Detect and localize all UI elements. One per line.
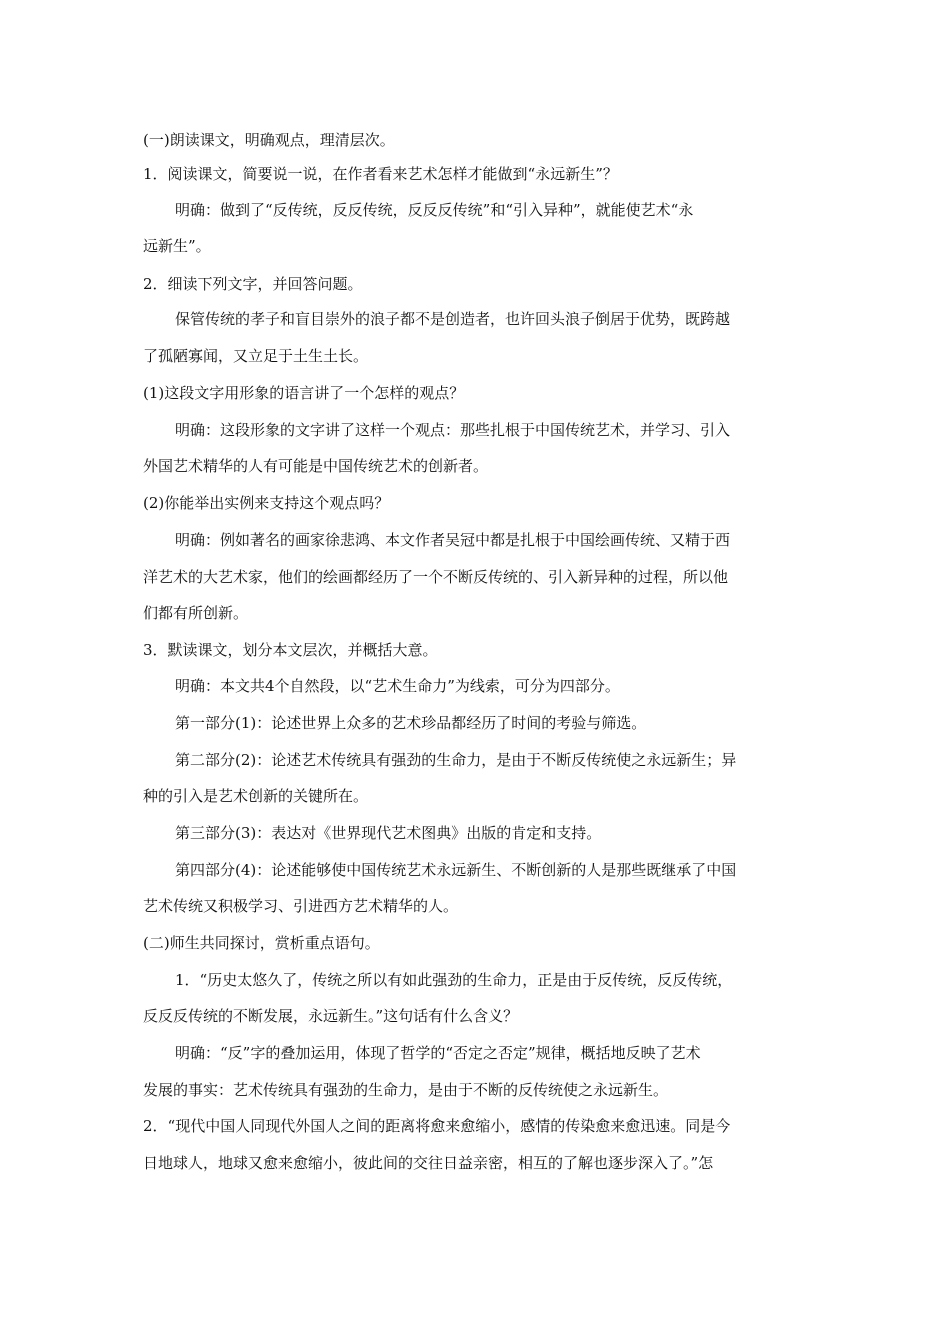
part-summary: 第二部分(2)：论述艺术传统具有强劲的生命力，是由于不断反传统使之永远新生；异 <box>175 751 737 769</box>
part-summary: 艺术传统又积极学习、引进西方艺术精华的人。 <box>143 897 459 915</box>
answer-paragraph: 发展的事实：艺术传统具有强劲的生命力，是由于不断的反传统使之永远新生。 <box>143 1081 669 1099</box>
answer-paragraph: 明确：做到了“反传统，反反传统，反反反传统”和“引入异种”，就能使艺术“永 <box>175 201 694 219</box>
quote-question: 2．“现代中国人同现代外国人之间的距离将愈来愈缩小，感情的传染愈来愈迅速。同是今 <box>143 1117 731 1135</box>
answer-paragraph: 洋艺术的大艺术家，他们的绘画都经历了一个不断反传统的、引入新异种的过程，所以他 <box>143 568 729 586</box>
part-summary: 第四部分(4)：论述能够使中国传统艺术永远新生、不断创新的人是那些既继承了中国 <box>175 861 737 879</box>
quote-question: 反反反传统的不断发展，永远新生。”这句话有什么含义？ <box>143 1007 519 1025</box>
answer-paragraph: 明确：这段形象的文字讲了这样一个观点：那些扎根于中国传统艺术，并学习、引入 <box>175 421 731 439</box>
section-heading: (二)师生共同探讨，赏析重点语句。 <box>143 934 380 952</box>
quote-paragraph: 保管传统的孝子和盲目崇外的浪子都不是创造者，也许回头浪子倒居于优势，既跨越 <box>175 310 731 328</box>
sub-question: (1)这段文字用形象的语言讲了一个怎样的观点？ <box>143 384 465 402</box>
question: 3．默读课文，划分本文层次，并概括大意。 <box>143 641 438 659</box>
answer-paragraph: 外国艺术精华的人有可能是中国传统艺术的创新者。 <box>143 457 489 475</box>
section-heading: (一)朗读课文，明确观点，理清层次。 <box>143 131 395 149</box>
quote-paragraph: 了孤陋寡闻，又立足于土生土长。 <box>143 347 369 365</box>
sub-question: (2)你能举出实例来支持这个观点吗？ <box>143 494 390 512</box>
part-summary: 种的引入是艺术创新的关键所在。 <box>143 787 369 805</box>
part-summary: 第三部分(3)：表达对《世界现代艺术图典》出版的肯定和支持。 <box>175 824 602 842</box>
question: 1．阅读课文，简要说一说，在作者看来艺术怎样才能做到“永远新生”？ <box>143 165 618 183</box>
quote-question: 日地球人，地球又愈来愈缩小，彼此间的交往日益亲密，相互的了解也逐步深入了。”怎 <box>143 1154 714 1172</box>
answer-paragraph: 明确：“反”字的叠加运用，体现了哲学的“否定之否定”规律，概括地反映了艺术 <box>175 1044 701 1062</box>
part-summary: 第一部分(1)：论述世界上众多的艺术珍品都经历了时间的考验与筛选。 <box>175 714 647 732</box>
question: 2．细读下列文字，并回答问题。 <box>143 275 363 293</box>
quote-question: 1．“历史太悠久了，传统之所以有如此强劲的生命力，正是由于反传统，反反传统， <box>175 971 733 989</box>
answer-paragraph: 们都有所创新。 <box>143 604 249 622</box>
answer-paragraph: 明确：本文共4个自然段，以“艺术生命力”为线索，可分为四部分。 <box>175 677 620 695</box>
answer-paragraph: 远新生”。 <box>143 237 211 255</box>
answer-paragraph: 明确：例如著名的画家徐悲鸿、本文作者吴冠中都是扎根于中国绘画传统、又精于西 <box>175 531 731 549</box>
